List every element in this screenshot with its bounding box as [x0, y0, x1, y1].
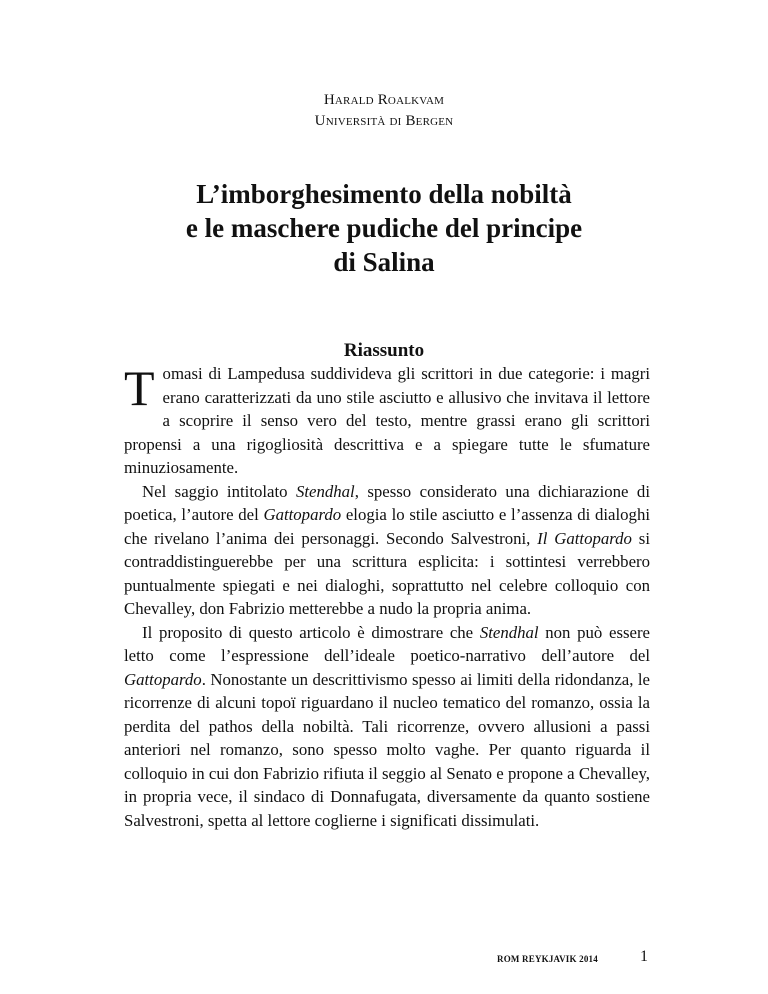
- paragraph-text: elogia lo stile asciutto e l’assenza di dialoghi che rivelano l’anima dei personaggi. Secondo Salvestroni,: [124, 505, 650, 548]
- paragraph-text: Nel saggio intitolato: [142, 481, 296, 501]
- italic-title: Gattopardo: [124, 669, 202, 689]
- page-number: 1: [640, 948, 648, 965]
- abstract-paragraph-3: [124, 621, 650, 833]
- title-line: e le maschere pudiche del principe: [185, 213, 583, 243]
- author-name: Harald Roalkvam: [323, 92, 445, 108]
- paragraph-text: non può essere letto come l’espressione dell’ideale poetico-narrativo dell’autore del: [124, 622, 650, 665]
- journal-footer: ROM REYKJAVIK 2014: [497, 954, 598, 964]
- italic-title: Gattopardo: [263, 505, 342, 524]
- paragraph-text: omasi di Lampedusa suddivideva gli scrittori in due categorie: i magri erano caratterizzati da uno stile asciutto e allusivo che invitava il lettore a scoprire il senso vero del testo, mentre grassi erano gli scrittori propensi a una rigogliosità descrittiva e a spiegare tutte le sfumature minuziosamente.: [124, 364, 650, 477]
- title-line: di Salina: [333, 247, 435, 277]
- abstract-paragraph-1: [124, 362, 650, 480]
- italic-title: Stendhal: [479, 622, 539, 642]
- paragraph-text: si contraddistinguerebbe per una scrittura esplicita: i sottintesi verrebbero puntualmente spiegati e nei dialoghi, soprattutto nel celebre colloquio con Chevalley, don Fabrizio metterebbe a nudo la propria anima.: [124, 528, 650, 618]
- paragraph-text: . Nonostante un descrittivismo spesso ai limiti della ridondanza, le ricorrenze di alcuni topoï riguardano il nucleo tematico del romanzo, ossia la perdita del pathos della nobiltà. Tali ricorrenze, ovvero allusioni a passi anteriori nel romanzo, sono spesso molto vaghe. Per quanto riguarda il colloquio in cui don Fabrizio rifiuta il seggio al Senato e propone a Chevalley, in propria vece, il sindaco di Donnafugata, diversamente da quanto sostiene Salvestroni, spetta al lettore coglierne i significati dissimulati.: [124, 669, 650, 830]
- author-affiliation: Università di Bergen: [314, 113, 454, 129]
- title-line: L’imborghesimento della nobiltà: [196, 179, 572, 209]
- paragraph-text: , spesso considerato una dichiarazione di poetica, l’autore del: [124, 481, 650, 524]
- author-block: [0, 90, 768, 132]
- abstract-body: [124, 362, 650, 832]
- paragraph-text: Il proposito di questo articolo è dimostrare che: [142, 622, 480, 642]
- abstract-paragraph-2: [124, 480, 650, 621]
- drop-cap: T: [124, 360, 155, 416]
- italic-title: Stendhal: [295, 481, 355, 501]
- abstract-heading: Riassunto: [343, 340, 425, 361]
- italic-title: Il Gattopardo: [537, 528, 632, 548]
- paper-title: [0, 177, 768, 279]
